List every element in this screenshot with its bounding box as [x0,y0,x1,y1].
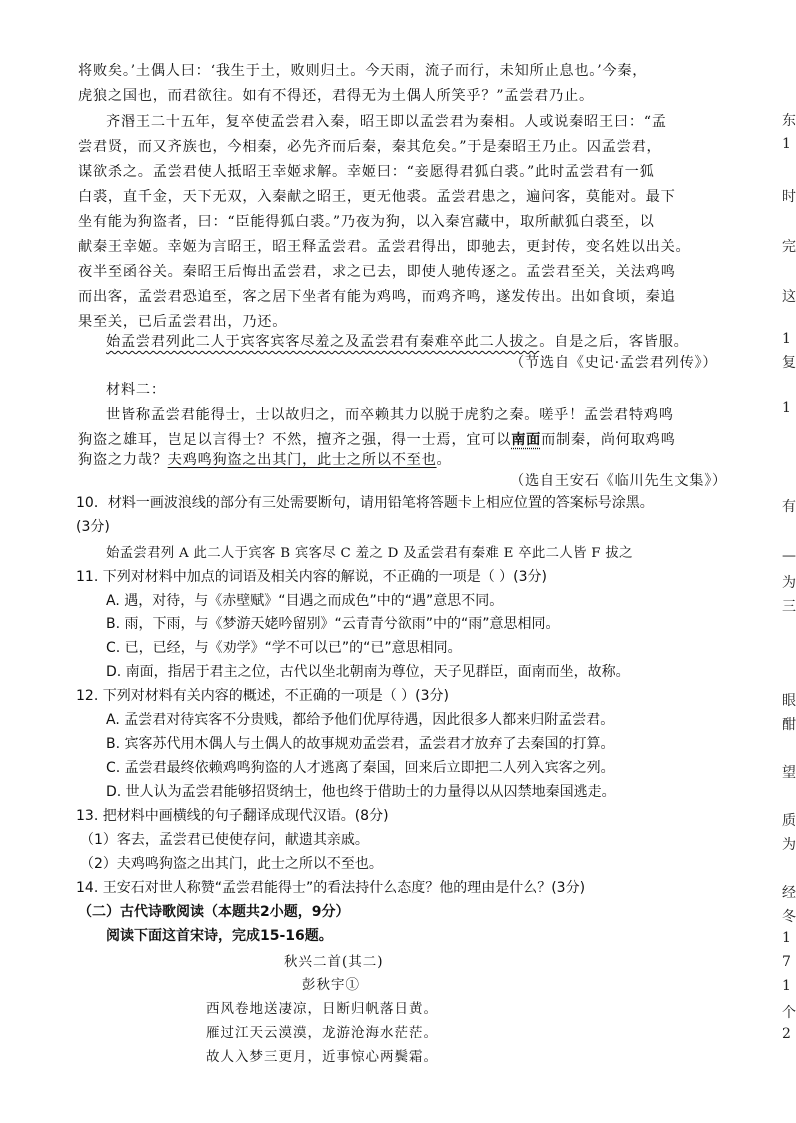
question-11-option-b: B. 雨，下雨，与《梦游天姥吟留别》“云青青兮欲雨”中的“雨”意思相同。 [106,616,560,632]
gutter-char: 质 [782,813,796,829]
material1-ending: 。自是之后，客皆服。 [539,334,689,350]
gutter-char: 酣 [782,717,796,733]
question-13-stem: 13. 把材料中画横线的句子翻译成现代汉语。(8分) [76,808,389,824]
gutter-char: 这 [782,289,796,305]
gutter-char: 经 [782,885,796,901]
poem-line: 故人入梦三更月，近事惊心两鬓霜。 [206,1049,438,1065]
question-12-option-a: A. 孟尝君对待宾客不分贵贱，都给予他们优厚待遇，因此很多人都来归附孟尝君。 [106,712,615,728]
gutter-char: 东 [782,113,796,129]
gutter-char: 望 [782,765,796,781]
material1-line: 白裘，直千金，天下无双，入秦献之昭王，更无他裘。孟尝君患之，遍问客，莫能对。最下 [78,189,676,205]
section-2-heading: （二）古代诗歌阅读（本题共2小题，9分） [78,904,350,920]
question-10-options: 始孟尝君列 A 此二人于宾客 B 宾客尽 C 羞之 D 及孟尝君有秦难 E 卒此二人皆 F 拔之 [106,546,633,561]
material2-line: 狗盗之力哉？夫鸡鸣狗盗之出其门，此士之所以不至也。 [78,452,452,468]
material1-line: 将败矣。’土偶人曰：‘我生于土，败则归土。今天雨，流子而行，未知所止息也。’今秦， [78,63,648,79]
gutter-char: 1 [782,400,791,416]
question-12-stem: 12. 下列对材料有关内容的概述，不正确的一项是（ ）(3分) [76,688,449,704]
gutter-char: 为 [782,837,796,853]
material1-line: 齐湣王二十五年，复卒使孟尝君入秦，昭王即以孟尝君为秦相。人或说秦昭王曰：“孟 [106,114,667,130]
material1-line: 而出客，孟尝君恐追至，客之居下坐者有能为鸡鸣，而鸡齐鸣，遂发传出。出如食顷，秦追 [78,289,676,305]
dotted-word-nanmian: 南面 [511,432,542,448]
material1-source: （节选自《史记·孟尝君列传》） [510,355,718,371]
gutter-char: 时 [782,189,796,205]
poem-line: 西风卷地送凄凉，日断归帆落日黄。 [206,1001,438,1017]
question-13-item-1: （1）客去，孟尝君已使使存问，献遗其亲戚。 [80,832,369,848]
material1-line: 坐有能为狗盗者，曰：“臣能得狐白裘。”乃夜为狗，以入秦宫藏中，取所献狐白裘至，以 [78,214,655,230]
question-12-option-c: C. 孟尝君最终依赖鸡鸣狗盗的人才逃离了秦国，回来后立即把二人列入宾客之列。 [106,760,615,776]
question-12-option-b: B. 宾客苏代用木偶人与土偶人的故事规劝孟尝君，孟尝君才放弃了去秦国的打算。 [106,736,615,752]
poem-author: 彭秋宇① [302,977,360,993]
material2-line: 世皆称孟尝君能得士，士以故归之，而卒赖其力以脱于虎豹之秦。嗟乎！孟尝君特鸡鸣 [106,407,674,423]
material2-line: 狗盗之雄耳，岂足以言得士？不然，擅齐之强，得一士焉，宜可以南面而制秦，尚何取鸡鸣 [78,432,676,448]
gutter-char: 为 [782,575,796,591]
gutter-char: 2 [782,1026,791,1042]
material1-line: 果至关，已后孟尝君出，乃还。 [78,314,288,330]
material2-heading: 材料二： [106,382,166,398]
gutter-char: 1 [782,978,791,994]
material1-line: 谋欲杀之。孟尝君使人抵昭王幸姬求解。幸姬曰：“妾愿得君狐白裘。”此时孟尝君有一狐 [78,164,655,180]
material2-source: （选自王安石《临川先生文集》） [510,473,727,489]
gutter-char: 1 [782,930,791,946]
question-11-option-a: A. 遇，对待，与《赤壁赋》“目遇之而成色”中的“遇”意思不同。 [106,593,504,609]
section-2-instruction: 阅读下面这首宋诗，完成15-16题。 [106,928,333,944]
wavy-underlined-sentence: 始孟尝君列此二人于宾客宾客尽羞之及孟尝君有秦难卒此二人拔之 [106,334,540,350]
gutter-char: 个 [782,1005,796,1021]
question-12-option-d: D. 世人认为孟尝君能够招贤纳士，他也终于借助士的力量得以从囚禁地秦国逃走。 [106,784,616,800]
gutter-char: 有 [782,499,796,515]
gutter-char: 冬 [782,909,796,925]
gutter-char: 眼 [782,693,796,709]
gutter-char: 三 [782,599,796,615]
gutter-char: 完 [782,239,796,255]
material1-line: 夜半至函谷关。秦昭王后悔出孟尝君，求之已去，即使人驰传逐之。孟尝君至关，关法鸡鸣 [78,264,676,280]
question-10-stem: 10．材料一画波浪线的部分有三处需要断句，请用铅笔将答题卡上相应位置的答案标号涂黑。 [76,495,654,511]
underlined-sentence: 夫鸡鸣狗盗之出其门，此士之所以不至也 [167,452,437,468]
material1-line: 献秦王幸姬。幸姬为言昭王，昭王释孟尝君。孟尝君得出，即驰去，更封传，变名姓以出关。 [78,239,691,255]
poem-title: 秋兴二首(其二) [284,954,384,970]
question-11-stem: 11. 下列对材料中加点的词语及相关内容的解说，不正确的一项是（ ）(3分) [76,569,547,585]
poem-line: 雁过江天云漠漠，龙游沧海水茫茫。 [206,1025,438,1041]
gutter-char: — [782,548,796,564]
gutter-char: 7 [782,954,791,970]
question-11-option-d: D. 南面，指居于君主之位，古代以坐北朝南为尊位，天子见群臣，面南而坐，故称。 [106,664,630,680]
question-13-item-2: （2）夫鸡鸣狗盗之出其门，此士之所以不至也。 [80,856,383,872]
material1-wavy-line [106,331,689,351]
question-10-score: (3分) [76,519,110,535]
question-11-option-c: C. 已，已经，与《劝学》“学不可以已”的“已”意思相同。 [106,640,462,656]
gutter-char: 复 [782,355,796,371]
gutter-char: 1 [782,331,791,347]
question-14-stem: 14. 王安石对世人称赞“孟尝君能得士”的看法持什么态度？他的理由是什么？(3分) [76,880,586,896]
gutter-char: 1 [782,136,791,152]
material1-line: 尝君贤，而又齐族也，今相秦，必先齐而后秦，秦其危矣。”于是秦昭王乃止。囚孟尝君， [78,139,662,155]
material1-line: 虎狼之国也，而君欲往。如有不得还，君得无为土偶人所笑乎？”孟尝君乃止。 [78,88,594,104]
